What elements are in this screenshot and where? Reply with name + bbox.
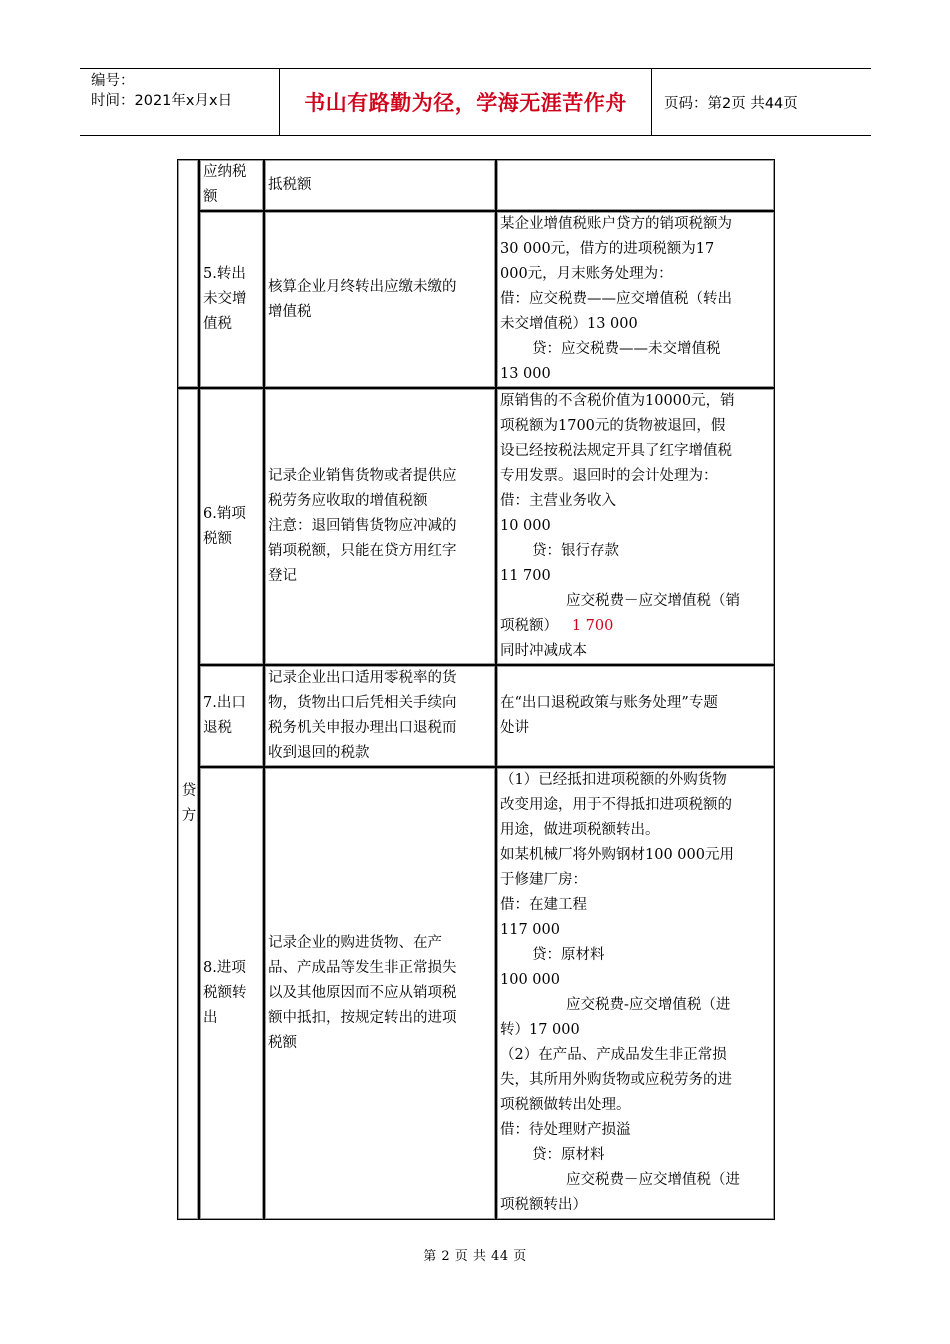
desc-line: 记录企业销售货物或者提供应	[268, 468, 457, 484]
example-line: 在“出口退税政策与账务处理”专题	[500, 695, 718, 711]
example-line: 117 000	[500, 922, 560, 938]
example-line: 000元，月末账务处理为：	[500, 266, 673, 282]
vat-credit-table	[177, 159, 775, 1220]
item-line: 5.转出	[203, 266, 246, 282]
item-line: 7.出口	[203, 695, 246, 711]
example-line: 应交税费－应交增值税（进	[566, 1172, 740, 1188]
example-line: 应交税费－应交增值税（销	[566, 593, 740, 609]
example-text: 项税额）	[500, 618, 558, 634]
page-footer: 第 2 页 共 44 页	[423, 1249, 527, 1264]
item-cell	[199, 388, 264, 665]
side-label-credit	[177, 388, 199, 1220]
example-cell	[496, 159, 775, 211]
example-line: 13 000	[500, 366, 551, 382]
desc-line: 抵税额	[268, 176, 312, 193]
example-line: 11 700	[500, 568, 551, 584]
example-line: 某企业增值税账户贷方的销项税额为	[500, 216, 732, 232]
desc-line: 税劳务应收取的增值税额	[268, 493, 428, 509]
table-row	[177, 767, 775, 1220]
desc-cell	[264, 211, 496, 388]
example-cell	[496, 665, 775, 767]
example-line: （1）已经抵扣进项税额的外购货物	[500, 772, 727, 788]
item-line: 税额转	[203, 985, 247, 1001]
table-row	[177, 388, 775, 665]
table-row	[177, 211, 775, 388]
item-line: 额	[203, 189, 218, 205]
example-line: 贷：原材料	[532, 947, 605, 963]
desc-line: 记录企业的购进货物、在产	[268, 935, 442, 951]
time-label: 时间：2021年x月x日	[91, 93, 233, 109]
desc-line: 以及其他原因而不应从销项税	[268, 985, 457, 1001]
desc-line: 核算企业月终转出应缴未缴的	[268, 278, 457, 295]
example-line: 原销售的不含税价值为10000元，销	[500, 393, 735, 409]
example-line: 贷：应交税费——未交增值税	[532, 341, 721, 357]
example-line: 未交增值税）13 000	[500, 316, 638, 332]
desc-line: 品、产成品等发生非正常损失	[268, 960, 457, 976]
item-cell	[199, 665, 264, 767]
example-line: 同时冲减成本	[500, 643, 587, 659]
example-line: 应交税费-应交增值税（进	[566, 997, 731, 1013]
motto: 书山有路勤为径，学海无涯苦作舟	[280, 69, 652, 135]
header-meta	[80, 69, 280, 135]
example-line	[500, 614, 771, 639]
table-row	[177, 159, 775, 211]
desc-line: 登记	[268, 568, 297, 584]
desc-line: 销项税额，只能在贷方用红字	[268, 543, 457, 559]
desc-line: 注意：退回销售货物应冲减的	[268, 518, 457, 534]
item-line: 值税	[203, 316, 232, 332]
example-line: 借：在建工程	[500, 897, 587, 913]
item-line: 出	[203, 1010, 218, 1026]
desc-line: 物，货物出口后凭相关手续向	[268, 695, 457, 711]
item-line: 退税	[203, 720, 232, 736]
page-header	[80, 68, 871, 136]
example-line: 借：待处理财产损溢	[500, 1122, 631, 1138]
desc-line: 收到退回的税款	[268, 745, 370, 761]
example-line: 贷：原材料	[532, 1147, 605, 1163]
item-line: 6.销项	[203, 505, 246, 522]
example-line: 改变用途，用于不得抵扣进项税额的	[500, 797, 732, 813]
table-row	[177, 665, 775, 767]
example-line: 专用发票。退回时的会计处理为：	[500, 468, 718, 484]
desc-cell	[264, 665, 496, 767]
example-line: 设已经按税法规定开具了红字增值税	[500, 443, 732, 459]
desc-cell	[264, 388, 496, 665]
example-line: 项税额转出）	[500, 1197, 587, 1213]
desc-line: 记录企业出口适用零税率的货	[268, 670, 457, 686]
item-cell	[199, 767, 264, 1220]
example-line: 借：主营业务收入	[500, 493, 616, 509]
example-line: 处讲	[500, 720, 529, 736]
code-label: 编号：	[91, 73, 135, 89]
side-label-text: 贷方	[181, 783, 197, 824]
item-line: 未交增	[203, 291, 247, 307]
item-line: 8.进项	[203, 960, 246, 976]
example-line: 100 000	[500, 972, 560, 988]
item-line: 税额	[203, 530, 232, 547]
example-line: 项税额为1700元的货物被退回，假	[500, 418, 726, 434]
example-line: 失，其所用外购货物或应税劳务的进	[500, 1072, 732, 1088]
example-cell	[496, 388, 775, 665]
red-amount: 1 700	[571, 618, 614, 634]
example-line: 于修建厂房：	[500, 872, 587, 888]
example-line: 用途，做进项税额转出。	[500, 822, 660, 838]
desc-line: 税额	[268, 1035, 297, 1051]
item-cell	[199, 211, 264, 388]
desc-cell	[264, 767, 496, 1220]
page-info: 页码：第2页 共44页	[664, 95, 798, 112]
example-line: 项税额做转出处理。	[500, 1097, 631, 1113]
example-line: 贷：银行存款	[532, 543, 619, 559]
example-line: 转）17 000	[500, 1022, 580, 1038]
example-line: 10 000	[500, 518, 551, 534]
side-label-top	[177, 159, 199, 388]
example-line: 如某机械厂将外购钢材100 000元用	[500, 847, 734, 863]
example-line: （2）在产品、产成品发生非正常损	[500, 1047, 727, 1063]
item-cell	[199, 159, 264, 211]
example-line: 30 000元，借方的进项税额为17	[500, 241, 715, 257]
desc-line: 增值税	[268, 303, 312, 320]
desc-cell	[264, 159, 496, 211]
desc-line: 额中抵扣，按规定转出的进项	[268, 1010, 457, 1026]
example-cell	[496, 211, 775, 388]
item-line: 应纳税	[203, 164, 247, 180]
example-line: 借：应交税费——应交增值税（转出	[500, 291, 732, 307]
desc-line: 税务机关申报办理出口退税而	[268, 720, 457, 736]
example-cell	[496, 767, 775, 1220]
